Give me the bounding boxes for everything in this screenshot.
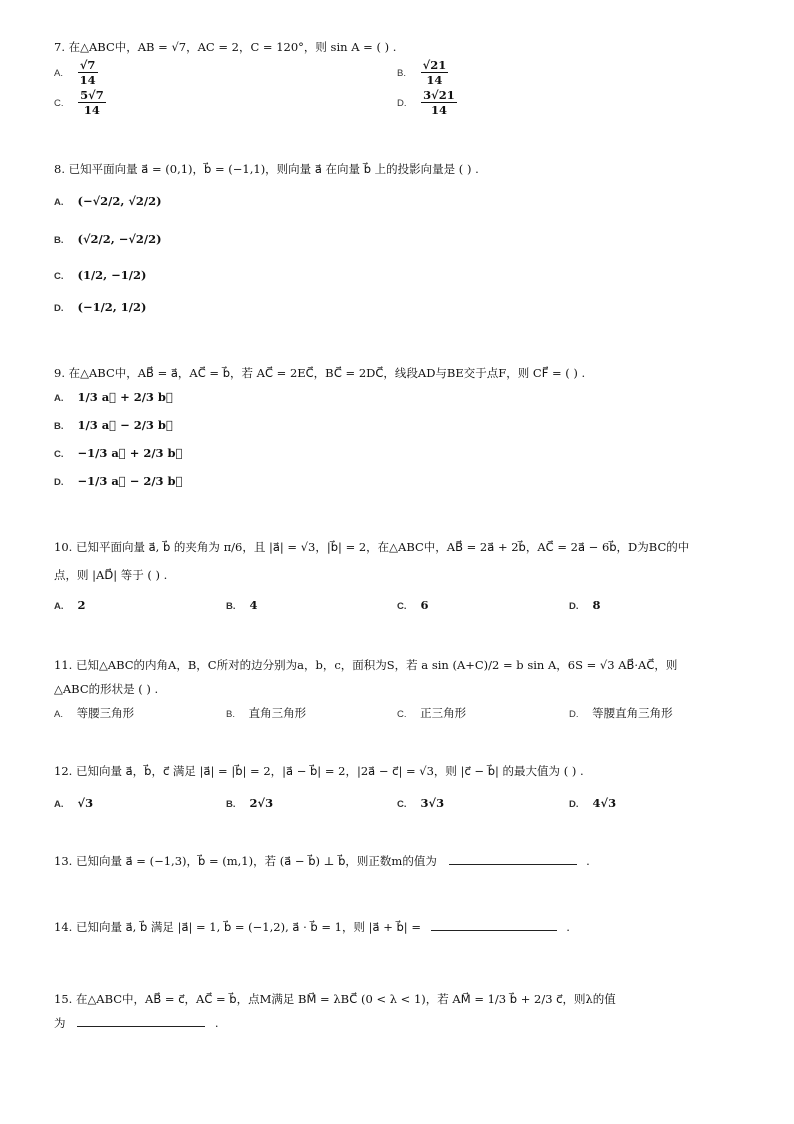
option-label: C. <box>397 709 407 720</box>
question-10-stem-continued: 点，则 |AD⃗| 等于 ( ) . <box>54 568 168 582</box>
fraction-numerator: √7 <box>78 58 98 73</box>
question-11-option-d[interactable] <box>569 705 673 721</box>
option-text: (−√2/2, √2/2) <box>77 194 162 208</box>
question-15-continued <box>54 1014 744 1032</box>
question-11-option-a[interactable] <box>54 705 134 721</box>
question-13 <box>54 852 744 870</box>
option-label: A. <box>54 601 64 612</box>
question-8-option-c[interactable] <box>54 268 146 282</box>
question-14 <box>54 918 744 936</box>
option-label: B. <box>397 67 406 79</box>
fraction <box>421 58 449 87</box>
question-15-tail: . <box>214 1016 219 1030</box>
option-label: D. <box>397 97 407 109</box>
option-label: C. <box>54 97 64 109</box>
question-7-stem: 7. 在△ABC中，AB = √7，AC = 2，C = 120°，则 sin A = ( ) . <box>54 40 397 54</box>
question-8-option-b[interactable] <box>54 232 162 246</box>
option-text: −1/3 a⃗ + 2/3 b⃗ <box>77 446 183 460</box>
question-12-option-c[interactable] <box>397 796 444 810</box>
question-9-option-b[interactable] <box>54 418 173 432</box>
option-label: D. <box>569 709 579 720</box>
question-14-stem: 14. 已知向量 a⃗, b⃗ 满足 |a⃗| = 1, b⃗ = (−1,2), a⃗ · b⃗ = 1，则 |a⃗ + b⃗| = <box>54 920 421 934</box>
question-7-option-b[interactable] <box>397 58 449 87</box>
question-11-option-c[interactable] <box>397 705 466 721</box>
option-label: B. <box>226 601 236 612</box>
question-12-option-a[interactable] <box>54 796 93 810</box>
option-text: (−1/2, 1/2) <box>77 300 147 314</box>
question-8-option-a[interactable] <box>54 194 162 208</box>
option-text: 1/3 a⃗ − 2/3 b⃗ <box>77 418 173 432</box>
question-7-option-a[interactable] <box>54 58 99 87</box>
question-9-stem: 9. 在△ABC中，AB⃗ = a⃗，AC⃗ = b⃗，若 AC⃗ = 2EC⃗，BC⃗ = 2DC⃗，线段AD与BE交于点F，则 CF⃗ = ( ) . <box>54 366 586 380</box>
option-label: B. <box>226 799 236 810</box>
option-text: 2√3 <box>249 796 274 810</box>
fraction-numerator: 3√21 <box>423 88 455 102</box>
option-label: C. <box>54 271 64 282</box>
option-text: 等腰直角三角形 <box>592 706 673 720</box>
option-text: 等腰三角形 <box>76 706 135 720</box>
fraction-denominator: 14 <box>79 73 96 87</box>
question-8-stem: 8. 已知平面向量 a⃗ = (0,1)，b⃗ = (−1,1)，则向量 a⃗ 在向量 b⃗ 上的投影向量是 ( ) . <box>54 162 479 176</box>
answer-blank[interactable] <box>431 918 557 931</box>
option-label: C. <box>397 799 407 810</box>
option-text: 8 <box>592 598 601 612</box>
question-13-tail: . <box>586 854 590 868</box>
question-10-stem: 10. 已知平面向量 a⃗, b⃗ 的夹角为 π/6，且 |a⃗| = √3，|b⃗| = 2，在△ABC中，AB⃗ = 2a⃗ + 2b⃗，AC⃗ = 2a⃗ − 6b⃗，D为BC的中 <box>54 540 690 554</box>
answer-blank[interactable] <box>77 1014 205 1027</box>
question-10-option-a[interactable] <box>54 598 86 612</box>
question-11-stem-continued: △ABC的形状是 ( ) . <box>54 682 159 696</box>
question-8-option-d[interactable] <box>54 300 146 314</box>
option-label: A. <box>54 393 64 404</box>
option-text: 6 <box>420 598 429 612</box>
fraction-denominator: 14 <box>83 103 100 117</box>
fraction-denominator: 14 <box>426 73 443 87</box>
question-15-stem: 15. 在△ABC中，AB⃗ = c⃗，AC⃗ = b⃗，点M满足 BM⃗ = λBC⃗ (0 < λ < 1)，若 AM⃗ = 1/3 b⃗ + 2/3 c⃗，则λ的值 <box>54 992 616 1006</box>
question-10-option-c[interactable] <box>397 598 429 612</box>
question-9-option-c[interactable] <box>54 446 183 460</box>
question-12-option-b[interactable] <box>226 796 273 810</box>
option-text: 直角三角形 <box>248 706 307 720</box>
fraction <box>78 58 98 87</box>
question-7-option-d[interactable] <box>397 88 458 117</box>
option-text: (1/2, −1/2) <box>77 268 147 282</box>
option-text: 1/3 a⃗ + 2/3 b⃗ <box>77 390 173 404</box>
option-text: (√2/2, −√2/2) <box>77 232 162 246</box>
option-text: 4 <box>249 598 258 612</box>
fraction <box>78 88 106 117</box>
option-label: A. <box>54 799 64 810</box>
option-label: D. <box>569 601 579 612</box>
question-12-option-d[interactable] <box>569 796 616 810</box>
option-text: 2 <box>77 598 86 612</box>
question-15-stem-continued: 为 <box>54 1016 66 1030</box>
option-label: C. <box>54 449 64 460</box>
option-text: 正三角形 <box>420 706 467 720</box>
option-text: 3√3 <box>420 796 445 810</box>
option-label: B. <box>226 709 235 720</box>
option-text: 4√3 <box>592 796 617 810</box>
fraction-denominator: 14 <box>430 103 447 117</box>
option-label: B. <box>54 421 64 432</box>
option-text: −1/3 a⃗ − 2/3 b⃗ <box>77 474 183 488</box>
question-10-option-d[interactable] <box>569 598 601 612</box>
question-9-option-a[interactable] <box>54 390 173 404</box>
question-7-option-c[interactable] <box>54 88 107 117</box>
question-12-stem: 12. 已知向量 a⃗，b⃗，c⃗ 满足 |a⃗| = |b⃗| = 2，|a⃗ − b⃗| = 2，|2a⃗ − c⃗| = √3，则 |c⃗ − b⃗| 的最大值为 ( ) . <box>54 764 584 778</box>
answer-blank[interactable] <box>449 852 577 865</box>
option-label: A. <box>54 67 63 79</box>
fraction-numerator: √21 <box>422 58 447 72</box>
question-11-option-b[interactable] <box>226 705 306 721</box>
option-label: D. <box>569 799 579 810</box>
question-14-tail: . <box>566 920 570 934</box>
option-label: D. <box>54 477 64 488</box>
fraction-numerator: 5√7 <box>80 88 104 102</box>
question-11-stem: 11. 已知△ABC的内角A，B，C所对的边分别为a，b，c，面积为S，若 a sin (A+C)/2 = b sin A，6S = √3 AB⃗·AC⃗，则 <box>54 658 678 672</box>
option-label: B. <box>54 235 64 246</box>
question-10-option-b[interactable] <box>226 598 258 612</box>
option-text: √3 <box>77 796 94 810</box>
fraction <box>421 88 457 117</box>
question-13-stem: 13. 已知向量 a⃗ = (−1,3)，b⃗ = (m,1)，若 (a⃗ − b⃗) ⊥ b⃗，则正数m的值为 <box>54 854 437 868</box>
question-9-option-d[interactable] <box>54 474 183 488</box>
option-label: A. <box>54 197 64 208</box>
option-label: C. <box>397 601 407 612</box>
option-label: A. <box>54 709 63 720</box>
option-label: D. <box>54 303 64 314</box>
